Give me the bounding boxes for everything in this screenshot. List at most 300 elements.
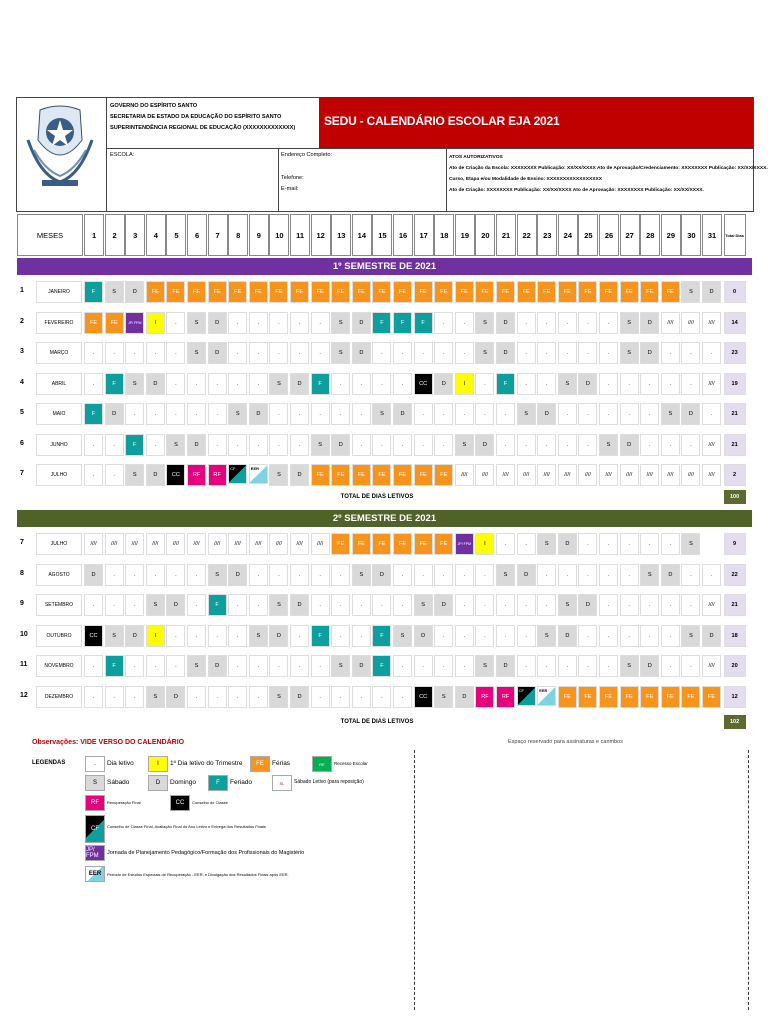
day-cell: //// [496,464,515,486]
month-label: JULHO [36,533,82,555]
day-cell: . [599,373,618,395]
day-cell: . [228,655,247,677]
day-header: 5 [166,214,186,256]
day-header: 7 [208,214,228,256]
day-cell: FE [187,281,206,303]
day-cell: S [146,594,165,616]
day-cell: //// [475,464,494,486]
day-cell: D [578,373,597,395]
day-cell: . [558,434,577,456]
day-header: 18 [434,214,454,256]
day-cell: D [208,655,227,677]
secretaria-line: SECRETARIA DE ESTADO DA EDUCAÇÃO DO ESPÍRITO SANTO [110,114,282,120]
day-cell: S [681,281,700,303]
legend-eer: Período de Estudos Especiais de Recuperação - EER, e Divulgação dos Resultados Finais após EER. [107,872,289,877]
day-cell: . [537,655,556,677]
day-cell: F [414,312,433,334]
legend-cc-swatch: CC [170,795,190,811]
day-cell: S [269,594,288,616]
day-cell: FE [393,533,412,555]
day-cell: . [537,564,556,586]
day-cell: . [640,403,659,425]
day-cell: FE [331,533,350,555]
day-cell: D [558,533,577,555]
day-cell: I [475,533,494,555]
day-cell: . [661,533,680,555]
day-cell: D [475,434,494,456]
day-cell: . [290,625,309,647]
day-cell: . [105,686,124,708]
day-cell: D [290,464,309,486]
day-cell: . [208,434,227,456]
day-cell: S [187,312,206,334]
day-cell: D [640,342,659,364]
day-header: 11 [290,214,310,256]
day-cell: . [599,655,618,677]
day-header: 14 [352,214,372,256]
day-cell: S [105,281,124,303]
day-cell: . [228,312,247,334]
day-cell: . [393,342,412,364]
day-header: 21 [496,214,516,256]
day-cell: D [105,403,124,425]
day-cell: . [599,342,618,364]
day-cell: D [331,434,350,456]
day-cell: . [228,342,247,364]
day-cell: . [166,625,185,647]
day-cell: //// [249,533,268,555]
day-cell: . [331,373,350,395]
day-cell: S [434,686,453,708]
signature-divider-right [748,750,749,1010]
day-header: 12 [311,214,331,256]
day-cell: . [146,434,165,456]
day-cell: D [187,434,206,456]
legend-rf: Recuperação Final [107,800,141,805]
day-cell: FE [146,281,165,303]
day-cell: FE [578,281,597,303]
day-cell: . [620,625,639,647]
signature-divider-left [414,750,415,1010]
day-cell: //// [269,533,288,555]
day-cell: . [681,373,700,395]
day-cell: //// [125,533,144,555]
day-cell: . [166,564,185,586]
day-cell: S [681,625,700,647]
day-cell: S [640,564,659,586]
day-header: 30 [681,214,701,256]
day-cell: D [702,625,721,647]
day-cell: //// [290,533,309,555]
escola-label: ESCOLA: [110,152,135,158]
day-cell: . [166,342,185,364]
day-cell: . [166,655,185,677]
day-header: 29 [661,214,681,256]
day-cell: . [84,594,103,616]
day-cell: . [372,434,391,456]
day-cell: . [269,403,288,425]
month-number: 7 [20,470,24,477]
day-cell: S [537,533,556,555]
day-cell: . [393,373,412,395]
day-cell: . [681,594,700,616]
day-cell: D [269,625,288,647]
day-cell: . [352,686,371,708]
day-header: 20 [475,214,495,256]
day-cell: FE [352,464,371,486]
day-cell: . [228,594,247,616]
day-cell: . [558,312,577,334]
day-cell: S [331,342,350,364]
day-cell: . [249,594,268,616]
day-cell: . [496,625,515,647]
day-cell: . [228,625,247,647]
total-letivos-2-value: 102 [724,715,746,729]
day-cell: FE [105,312,124,334]
day-cell: S [393,625,412,647]
day-cell: . [558,342,577,364]
superintendencia-line: SUPERINTENDÊNCIA REGIONAL DE EDUCAÇÃO (XXXXXXXXXXXXX) [110,125,296,131]
day-header: 9 [249,214,269,256]
observacoes-text: Observações: VIDE VERSO DO CALENDÁRIO [32,739,185,746]
day-header: 19 [455,214,475,256]
day-cell: S [105,625,124,647]
legend-cc: Conselho de Classe [192,800,228,805]
day-cell: . [455,655,474,677]
day-cell: . [208,625,227,647]
day-cell: FE [537,281,556,303]
day-cell: CF [228,464,247,484]
day-cell: EER [249,464,268,484]
day-cell: S [517,403,536,425]
month-total: 21 [724,594,746,616]
day-cell: FE [640,281,659,303]
day-cell: . [146,342,165,364]
day-cell: I [146,312,165,334]
day-cell: . [105,594,124,616]
day-cell: D [352,655,371,677]
day-cell: S [537,625,556,647]
day-cell: . [517,342,536,364]
day-cell: D [496,312,515,334]
day-cell: D [166,686,185,708]
day-cell: FE [393,464,412,486]
day-cell: . [455,403,474,425]
day-cell: D [228,564,247,586]
day-cell: . [599,312,618,334]
day-cell: . [517,434,536,456]
legend-recesso-swatch: RE [312,756,332,772]
month-total: 14 [724,312,746,334]
day-header: 13 [331,214,351,256]
day-cell: D [352,312,371,334]
day-cell: . [125,686,144,708]
day-cell: I [146,625,165,647]
day-header: 31 [702,214,722,256]
month-label: MARÇO [36,342,82,364]
day-cell: . [537,342,556,364]
month-label: ABRIL [36,373,82,395]
day-cell: FE [517,281,536,303]
day-cell: FE [434,464,453,486]
atos-line-3: Ato de Criação: XXXXXXXX Publicação: XX/XX/XXXX Ato de Aprovação: XXXXXXXX Publicação: XX/XX/XXXX. [449,188,704,193]
day-cell: F [208,594,227,616]
day-cell: D [290,373,309,395]
day-cell: //// [702,373,721,395]
day-cell: FE [702,686,721,708]
day-cell: FE [475,281,494,303]
day-cell: F [105,373,124,395]
day-cell: . [105,342,124,364]
day-cell: . [372,594,391,616]
day-cell: EER [537,686,556,706]
day-cell: S [599,434,618,456]
month-number: 8 [20,569,24,577]
day-cell: . [578,434,597,456]
email-label: E-mail: [281,186,299,192]
day-cell: FE [414,464,433,486]
month-label: NOVEMBRO [36,655,82,677]
day-cell: . [249,564,268,586]
day-cell: JP/ FPM [455,533,474,555]
day-cell: FE [640,686,659,708]
day-cell: CC [414,686,433,708]
day-cell: . [475,564,494,586]
day-cell: . [105,564,124,586]
day-header: 27 [620,214,640,256]
day-cell: . [331,594,350,616]
day-cell: . [84,434,103,456]
month-total: 21 [724,434,746,456]
day-cell: . [311,403,330,425]
day-cell: . [475,403,494,425]
day-cell: . [434,625,453,647]
day-cell: FE [249,281,268,303]
day-cell: RF [496,686,515,708]
day-cell: FE [208,281,227,303]
day-cell: S [249,625,268,647]
day-cell: . [228,434,247,456]
legend-jp: Jornada de Planejamento Pedagógico/Formação dos Profissionais do Magistério [107,850,305,856]
day-cell: . [249,312,268,334]
day-cell: //// [166,533,185,555]
day-cell: . [455,625,474,647]
day-cell: D [414,625,433,647]
day-cell: . [414,342,433,364]
total-letivos-1-value: 100 [724,490,746,504]
day-cell: S [475,342,494,364]
day-cell: //// [702,312,721,334]
day-cell: F [393,312,412,334]
day-cell: . [187,594,206,616]
day-cell: . [372,342,391,364]
day-cell: FE [620,281,639,303]
month-label: MAIO [36,403,82,425]
day-cell: . [661,594,680,616]
day-cell: . [84,655,103,677]
day-cell: . [393,686,412,708]
day-cell: //// [105,533,124,555]
day-cell: //// [228,533,247,555]
day-cell: D [125,281,144,303]
day-header: 1 [84,214,104,256]
day-cell: . [517,625,536,647]
day-cell: S [620,312,639,334]
day-cell: . [208,403,227,425]
day-cell: . [187,373,206,395]
day-cell: . [517,373,536,395]
day-cell: FE [599,686,618,708]
day-cell: D [352,342,371,364]
atos-autorizativos [449,152,768,196]
day-cell: . [249,434,268,456]
day-cell: . [352,625,371,647]
month-number: 10 [20,630,28,638]
month-total: 20 [724,655,746,677]
day-cell: //// [661,312,680,334]
month-total: 2 [724,464,746,486]
day-cell: S [414,594,433,616]
day-cell: //// [311,533,330,555]
day-cell: . [352,594,371,616]
month-total: 18 [724,625,746,647]
day-cell: D [372,564,391,586]
day-cell: . [434,403,453,425]
day-cell: . [537,594,556,616]
day-cell: CF [517,686,536,706]
signature-space-label: Espaço reservado para assinaturas e carimbos [508,739,623,745]
day-cell: FE [352,533,371,555]
day-cell: . [414,434,433,456]
day-cell: //// [146,533,165,555]
day-cell: . [661,434,680,456]
day-cell: CC [84,625,103,647]
day-cell: D [702,281,721,303]
day-header: 3 [125,214,145,256]
month-number: 11 [20,661,28,668]
day-cell: D [290,686,309,708]
day-cell: . [661,655,680,677]
day-cell: D [393,403,412,425]
month-total: 19 [724,373,746,395]
day-cell: . [84,686,103,708]
day-cell: F [311,625,330,647]
day-cell: FE [331,464,350,486]
day-cell: . [125,403,144,425]
legend-recesso: Recesso Escolar [334,761,368,766]
day-cell: . [105,464,124,486]
day-cell: S [187,655,206,677]
day-cell: D [496,655,515,677]
day-cell: S [620,655,639,677]
day-cell: //// [661,464,680,486]
month-label: JUNHO [36,434,82,456]
day-cell: D [578,594,597,616]
day-cell: F [372,312,391,334]
day-cell: D [434,594,453,616]
day-cell: FE [84,312,103,334]
day-cell: . [661,342,680,364]
day-header: 16 [393,214,413,256]
day-header: 17 [414,214,434,256]
legend-title: LEGENDAS [32,760,66,766]
telefone-label: Telefone: [281,175,304,181]
day-cell: RF [208,464,227,486]
legend-dia-letivo-swatch: . [85,756,105,772]
day-cell: . [681,342,700,364]
day-cell: . [620,403,639,425]
day-cell: . [125,564,144,586]
day-cell: //// [702,594,721,616]
day-cell: F [372,655,391,677]
day-cell: F [311,373,330,395]
day-header: 26 [599,214,619,256]
total-letivos-1-label: TOTAL DE DIAS LETIVOS [340,494,414,500]
month-label: SETEMBRO [36,594,82,616]
day-cell: JP/ FPM [125,312,144,334]
day-cell: //// [517,464,536,486]
day-cell: . [269,655,288,677]
day-cell: . [372,373,391,395]
day-cell: . [228,686,247,708]
day-cell: . [393,594,412,616]
day-cell: . [620,373,639,395]
day-cell: FE [290,281,309,303]
day-cell: FE [599,281,618,303]
day-cell: . [599,564,618,586]
legend-ferias-swatch: FE [250,756,270,772]
day-cell: . [496,403,515,425]
day-cell: FE [620,686,639,708]
day-cell: . [496,594,515,616]
day-cell: CC [166,464,185,486]
month-number: 6 [20,439,24,447]
day-cell: . [640,533,659,555]
day-cell: F [125,434,144,456]
day-cell: . [249,342,268,364]
day-cell: . [331,564,350,586]
day-cell: //// [187,533,206,555]
day-cell: . [331,403,350,425]
day-header: 2 [105,214,125,256]
day-cell: D [640,312,659,334]
day-cell: . [352,373,371,395]
day-cell: D [496,342,515,364]
day-cell: . [434,655,453,677]
day-cell: . [517,312,536,334]
day-cell: FE [661,686,680,708]
day-cell: . [496,434,515,456]
day-cell: . [84,373,103,395]
legend-jp-swatch: JP/ FPM [85,845,105,861]
day-cell: RF [187,464,206,486]
day-cell: FE [393,281,412,303]
day-cell: . [599,533,618,555]
day-cell: . [475,594,494,616]
day-cell: . [146,564,165,586]
day-cell: . [269,434,288,456]
day-cell: S [146,686,165,708]
day-cell: . [578,403,597,425]
day-cell: . [166,403,185,425]
day-cell: FE [372,533,391,555]
total-header: Total Dias [724,214,746,256]
day-cell: . [311,342,330,364]
day-cell: . [702,403,721,425]
day-cell: . [393,434,412,456]
day-cell: . [455,594,474,616]
day-cell: F [84,281,103,303]
